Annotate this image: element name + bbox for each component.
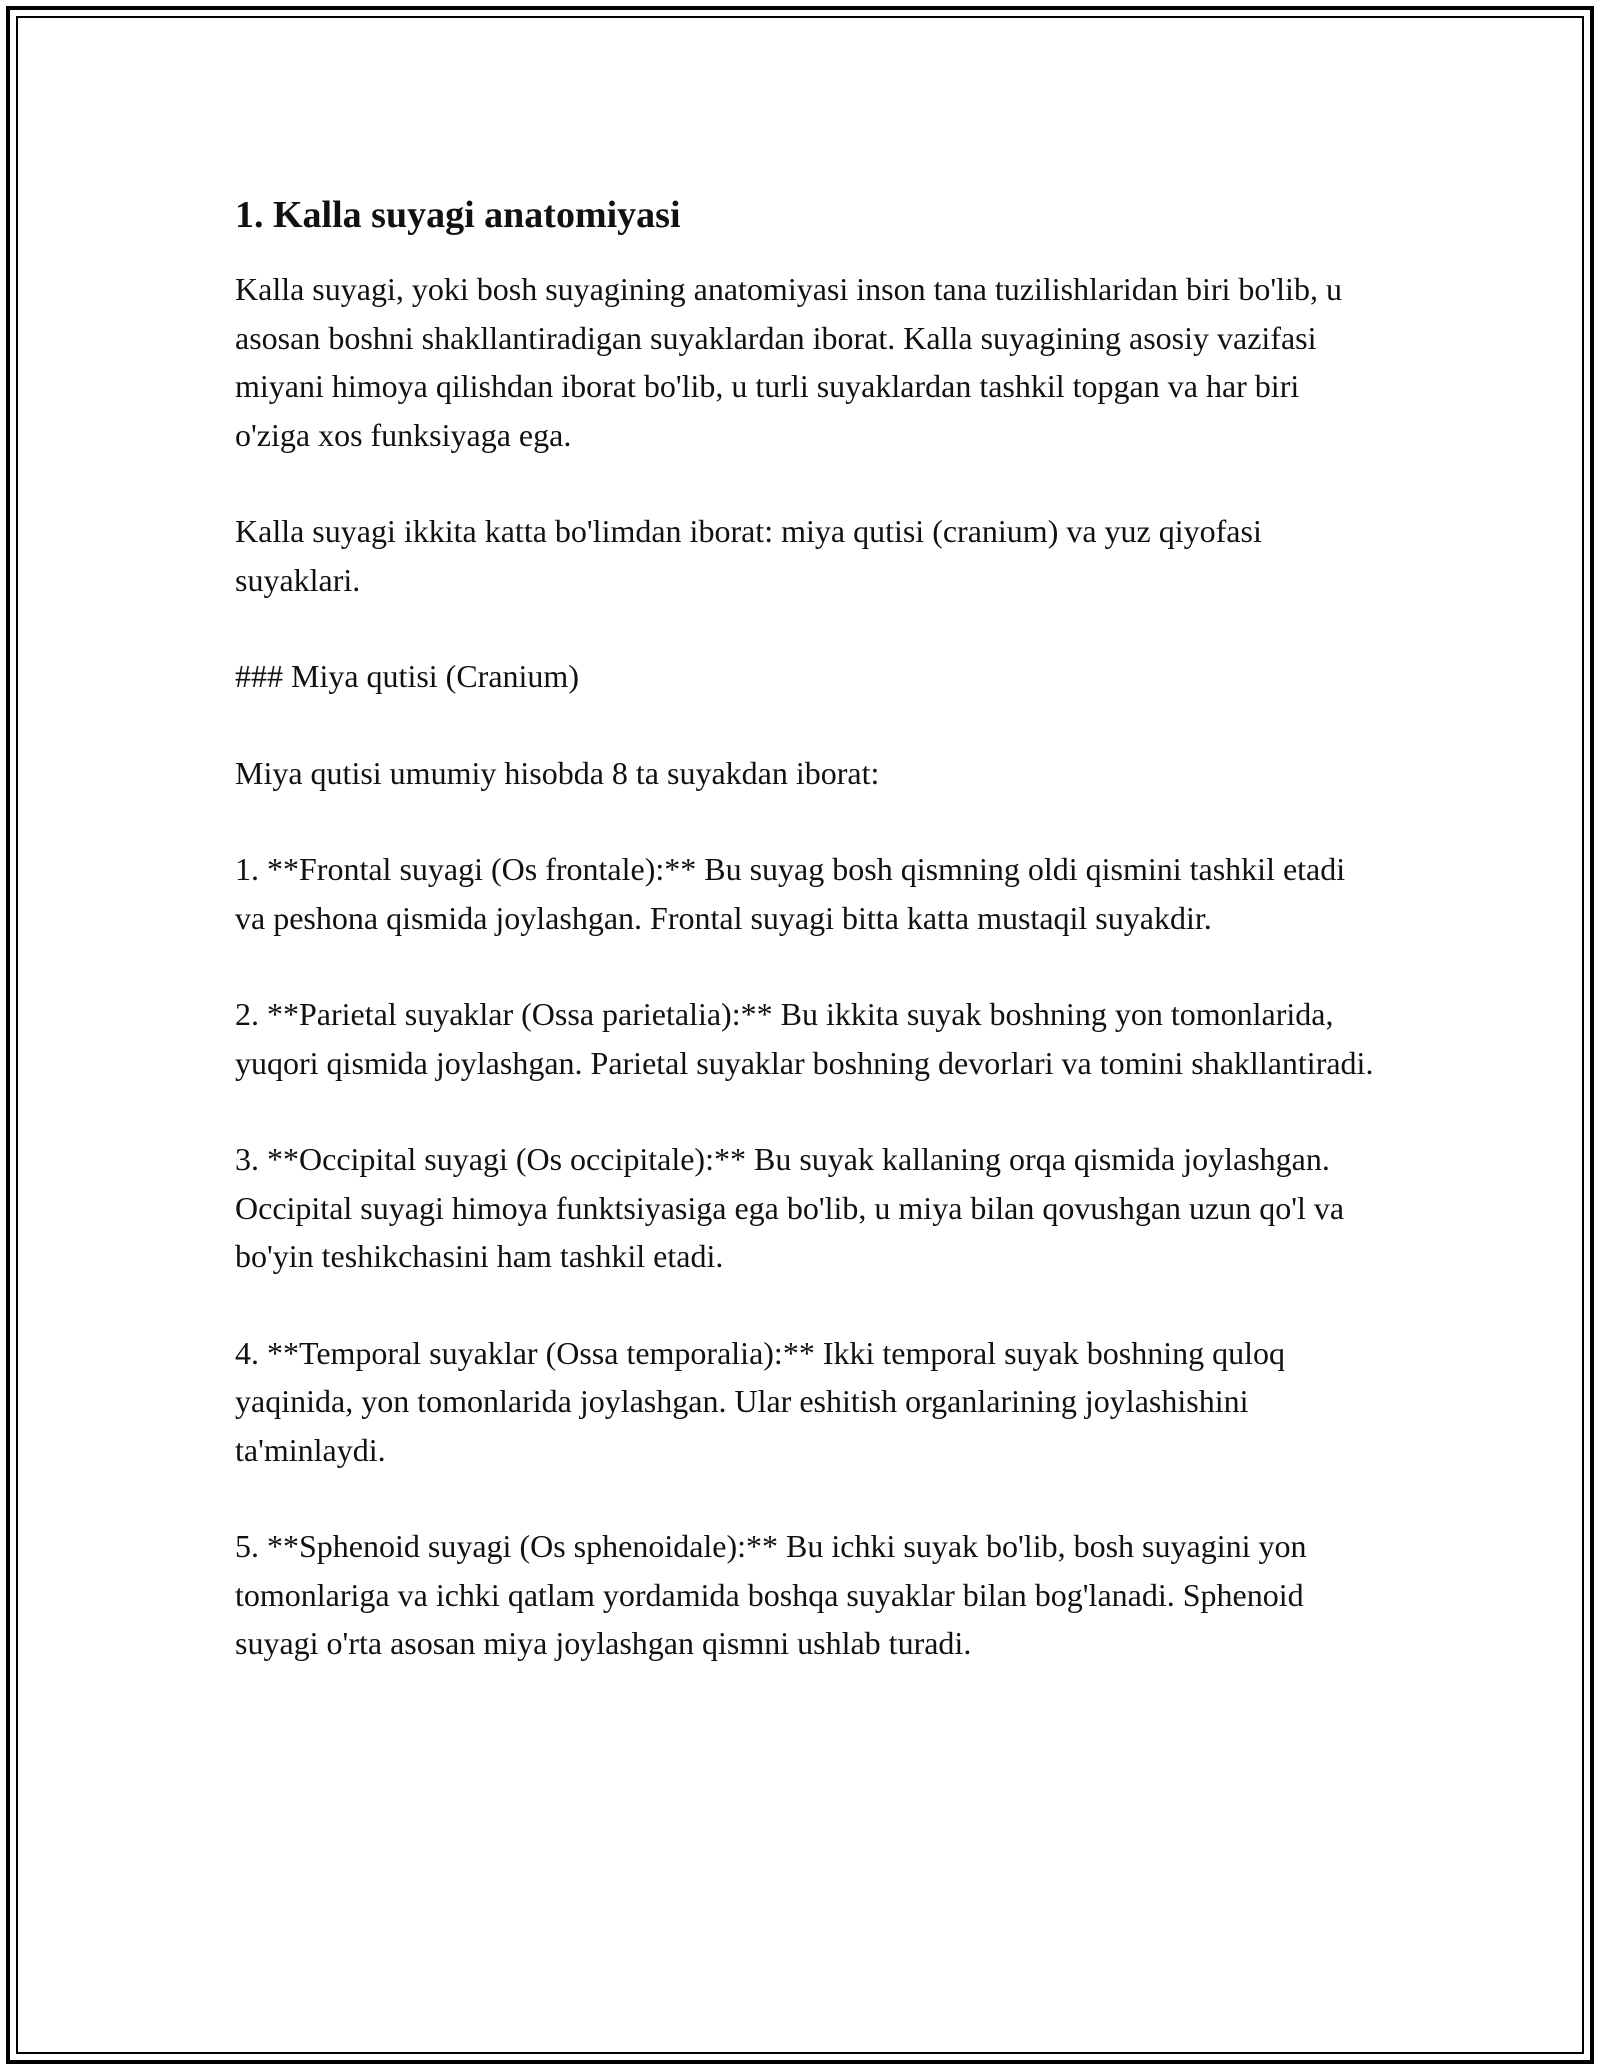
intro-paragraph: Kalla suyagi, yoki bosh suyagining anatomiyasi inson tana tuzilishlaridan biri bo'lib, u asosan boshni shakllantiradigan suyaklardan iborat. Kalla suyagining asosiy vazifasi miyani himoya qilishdan iborat bo'lib, u turli suyaklardan tashkil topgan va har biri o'ziga xos funksiyaga ega.: [235, 271, 1342, 453]
list-item-frontal: 1. **Frontal suyagi (Os frontale):** Bu suyag bosh qismning oldi qismini tashkil etadi va peshona qismida joylashgan. Frontal suyagi bitta katta mustaqil suyakdir.: [235, 851, 1346, 936]
subheading-cranium: ### Miya qutisi (Cranium): [235, 658, 579, 694]
list-item-occipital: 3. **Occipital suyagi (Os occipitale):** Bu suyak kallaning orqa qismida joylashgan. Occipital suyagi himoya funktsiyasiga ega bo'lib, u miya bilan qovushgan uzun qo'l va bo'yin teshikchasini ham tashkil etadi.: [235, 1141, 1345, 1274]
list-item-sphenoid: 5. **Sphenoid suyagi (Os sphenoidale):** Bu ichki suyak bo'lib, bosh suyagini yon tomonlariga va ichki qatlam yordamida boshqa suyaklar bilan bog'lanadi. Sphenoid suyagi o'rta asosan miya joylashgan qismni ushlab turadi.: [235, 1528, 1307, 1661]
list-item-parietal: 2. **Parietal suyaklar (Ossa parietalia):** Bu ikkita suyak boshning yon tomonlarida, yuqori qismida joylashgan. Parietal suyaklar boshning devorlari va tomini shakllantiradi.: [235, 996, 1374, 1081]
sections-paragraph: Kalla suyagi ikkita katta bo'limdan iborat: miya qutisi (cranium) va yuz qiyofasi suyaklari.: [235, 513, 1262, 598]
list-item-temporal: 4. **Temporal suyaklar (Ossa temporalia):** Ikki temporal suyak boshning quloq yaqinida, yon tomonlarida joylashgan. Ular eshitish organlarining joylashishini ta'minlaydi.: [235, 1334, 1285, 1468]
document-body: [235, 185, 1375, 1668]
bone-count-paragraph: Miya qutisi umumiy hisobda 8 ta suyakdan iborat:: [235, 754, 880, 791]
document-title: 1. Kalla suyagi anatomiyasi: [235, 194, 681, 236]
